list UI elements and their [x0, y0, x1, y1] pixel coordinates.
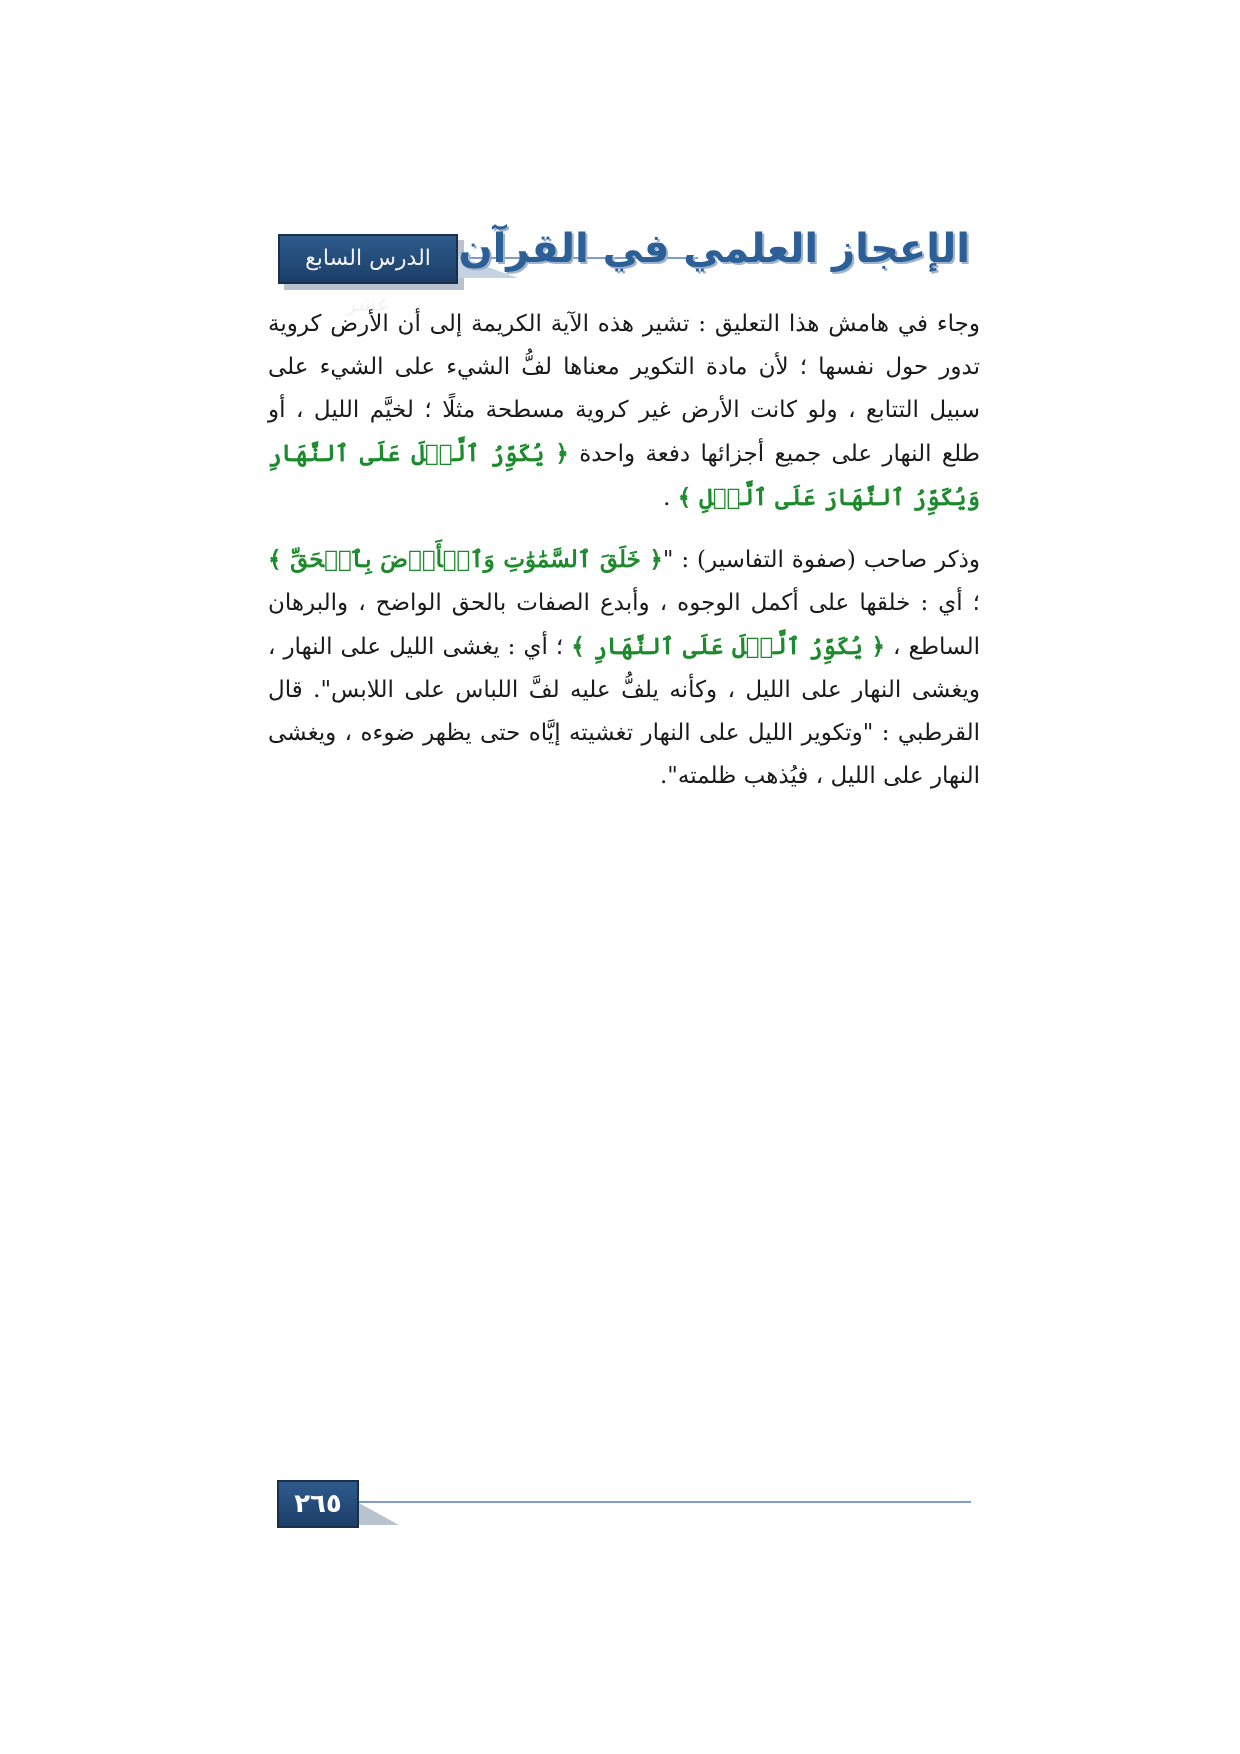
lesson-badge: الدرس السابع عشر	[278, 234, 458, 284]
footer-rule	[359, 1501, 971, 1503]
paragraph-text: وجاء في هامش هذا التعليق : تشير هذه الآية الكريمة إلى أن الأرض كروية تدور حول نفسها ؛ لأن مادة التكوير معناها لفُّ الشيء على الشيء على سبيل التتابع ، ولو كانت الأرض غير كروية مسطحة مثلًا ؛ لخيَّم الليل ، أو طلع النهار على جميع أجزائها دفعة واحدة	[268, 311, 980, 467]
quran-verse: ﴿ يُكَوِّرُ ٱلَّيۡلَ عَلَى ٱلنَّهَارِ وَيُكَوِّرُ ٱلنَّهَارَ عَلَى ٱلَّيۡلِ ﴾	[268, 440, 980, 511]
footer-decoration	[359, 1503, 399, 1525]
paragraph-1	[268, 303, 980, 520]
page-content	[268, 303, 980, 816]
paragraph-text: .	[663, 485, 678, 511]
paragraph-2	[268, 538, 980, 798]
quran-verse: ﴿ يُكَوِّرُ ٱلَّيۡلَ عَلَى ٱلنَّهَارِ ﴾	[571, 633, 886, 660]
paragraph-text: وذكر صاحب (صفوة التفاسير) : "	[662, 547, 980, 573]
paragraph-text: ؛ أي : يغشى الليل على النهار ، ويغشى النهار على الليل ، وكأنه يلفُّ عليه لفَّ اللباس على اللابس". قال القرطبي : "وتكوير الليل على النهار تغشيته إيَّاه حتى يظهر ضوءه ، ويغشى النهار على الليل ، فيُذهب ظلمته".	[268, 634, 980, 789]
page-header	[270, 226, 970, 317]
page-number: ٢٦٥	[277, 1480, 359, 1528]
book-title: الإعجاز العلمي في القرآن	[458, 226, 970, 272]
quran-verse: ﴿ خَلَقَ ٱلسَّمَٰوَٰتِ وَٱلۡأَرۡضَ بِٱلۡحَقِّ ﴾	[268, 546, 663, 573]
paragraph-text: ؛ أي : خلقها على أكمل الوجوه ، وأبدع الصفات بالحق الواضح ، والبرهان الساطع ،	[268, 590, 980, 660]
